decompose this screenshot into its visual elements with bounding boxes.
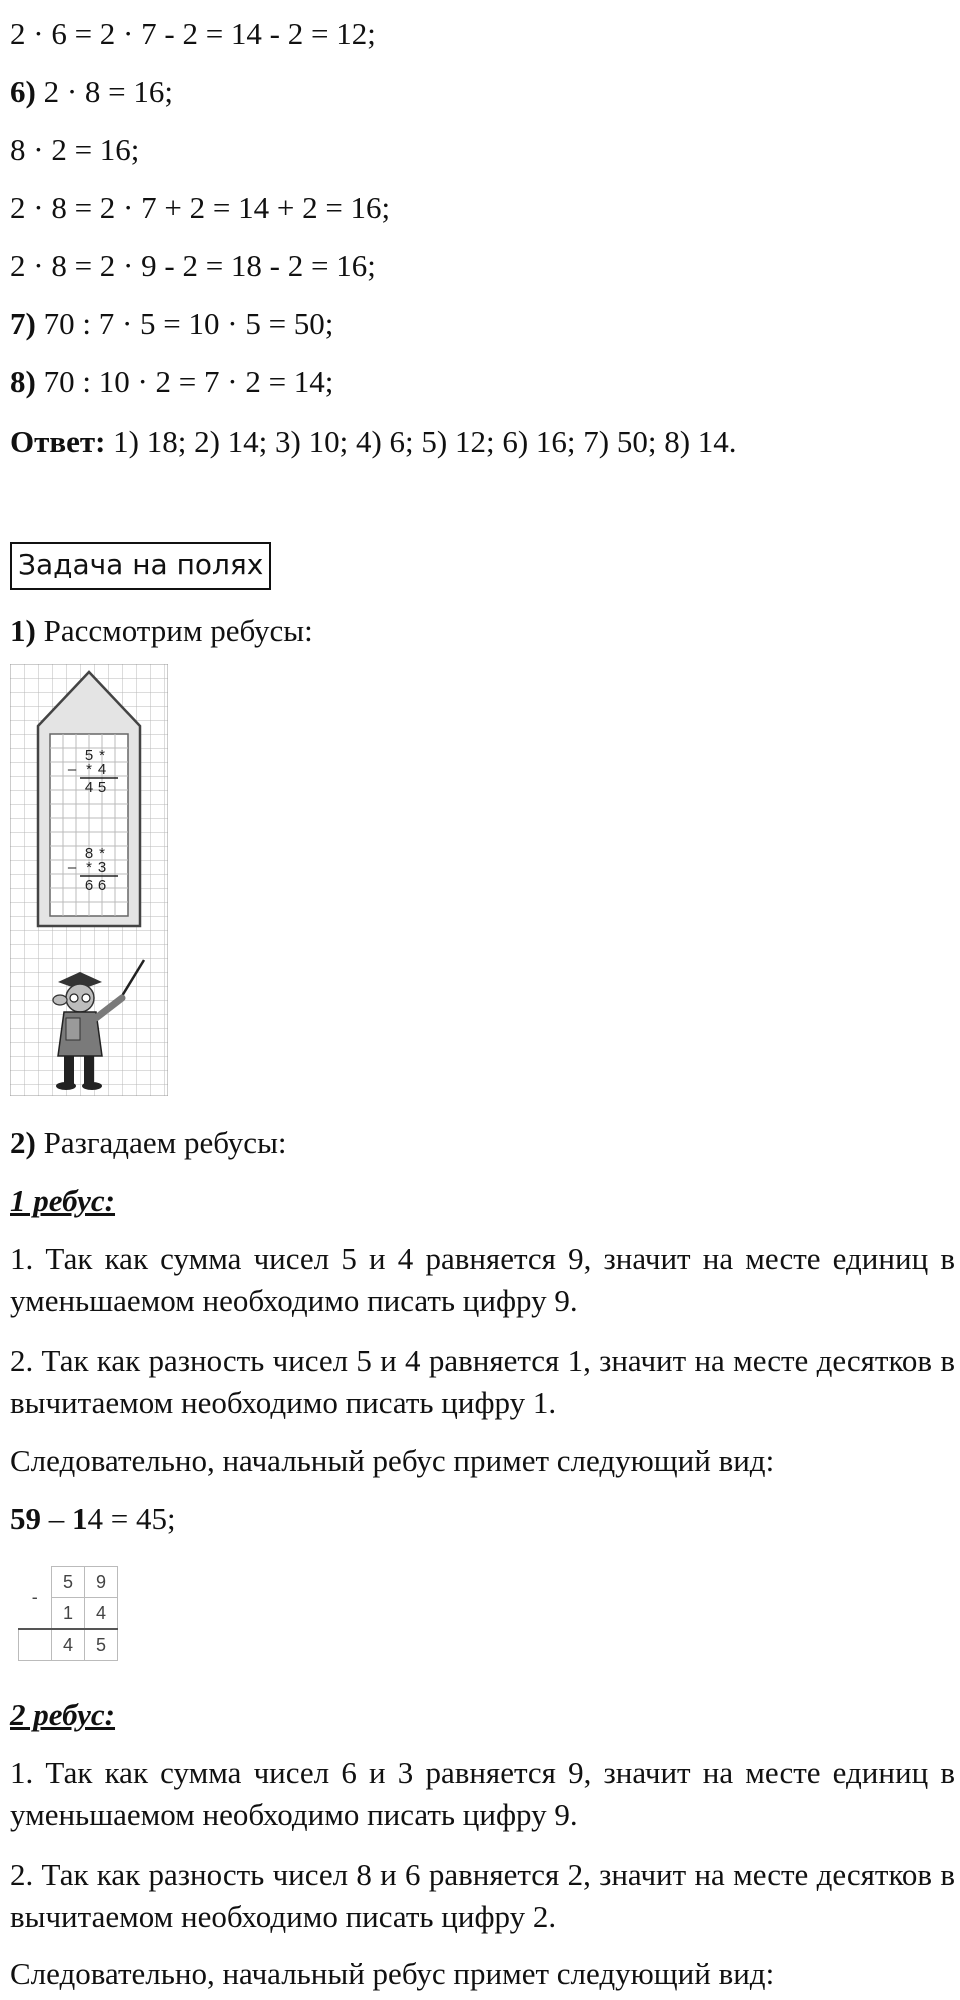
rebus-1-equation (10, 1500, 176, 1538)
step-1-line (10, 612, 313, 650)
equation-bold: 1 (72, 1501, 88, 1536)
equation-text: 4 = 45; (87, 1501, 176, 1536)
rebus-1-paragraph-1: 1. Так как сумма чисел 5 и 4 равняется 9, значит на месте единиц в уменьшаемом необходимо писать цифру 9. (10, 1241, 955, 1318)
rebus-digit: 4 (97, 761, 107, 778)
equation-line (10, 363, 333, 401)
step-2-line (10, 1124, 287, 1162)
answer-label: Ответ: (10, 424, 106, 459)
table-cell: 5 (52, 1567, 85, 1598)
rebus-illustration (10, 664, 168, 1096)
step-number: 2) (10, 1125, 36, 1160)
equation-line: 8 · 2 = 16; (10, 132, 140, 167)
rebus-1-header: 1 ребус: (10, 1183, 116, 1218)
task-box-title: Задача на полях (10, 542, 271, 590)
step-number: 1) (10, 613, 36, 648)
rebus-digit: 5 (97, 779, 107, 796)
rebus-digit: * (86, 859, 92, 876)
table-cell: 4 (52, 1629, 85, 1661)
rebus-2-header: 2 ребус: (10, 1697, 116, 1732)
equation-line: 2 · 8 = 2 · 7 + 2 = 14 + 2 = 16; (10, 190, 391, 225)
rebus-digit: * (99, 747, 105, 764)
equation-line: 2 · 8 = 2 · 9 - 2 = 18 - 2 = 16; (10, 248, 376, 283)
equation-line (10, 73, 173, 111)
rebus-digit: 6 (84, 877, 94, 894)
rebus-1-paragraph-2: 2. Так как разность чисел 5 и 4 равняется 1, значит на месте десятков в вычитаемом необходимо писать цифру 1. (10, 1343, 955, 1420)
minus-sign: - (31, 1586, 38, 1607)
item-number: 7) (10, 306, 36, 341)
rebus-2-paragraph-2: 2. Так как разность чисел 8 и 6 равняется 2, значит на месте десятков в вычитаемом необходимо писать цифру 2. (10, 1857, 955, 1934)
item-number: 6) (10, 74, 36, 109)
table-cell: 5 (85, 1629, 118, 1661)
step-text: Разгадаем ребусы: (35, 1125, 287, 1160)
rebus-digit: 3 (97, 859, 107, 876)
minus-sign: – (67, 761, 77, 778)
rebus-2-conclusion: Следовательно, начальный ребус примет следующий вид: (10, 1956, 775, 1991)
equation-bold: 59 (10, 1501, 41, 1536)
rebus-1-conclusion: Следовательно, начальный ребус примет следующий вид: (10, 1443, 775, 1478)
table-cell: 9 (85, 1567, 118, 1598)
equation-text: – (41, 1501, 72, 1536)
item-number: 8) (10, 364, 36, 399)
answer-line (10, 423, 737, 461)
rebus-2-paragraph-1: 1. Так как сумма чисел 6 и 3 равняется 9, значит на месте единиц в уменьшаемом необходимо писать цифру 9. (10, 1755, 955, 1832)
rebus-digit: 8 (84, 845, 94, 862)
equation-text: 70 : 7 · 5 = 10 · 5 = 50; (35, 306, 334, 341)
minus-sign: – (67, 859, 77, 876)
equation-line: 2 · 6 = 2 · 7 - 2 = 14 - 2 = 12; (10, 16, 376, 51)
rebus-digit: 5 (84, 747, 94, 764)
rebus-1-solution-table (18, 1566, 118, 1661)
rebus-digit: * (99, 845, 105, 862)
equation-text: 70 : 10 · 2 = 7 · 2 = 14; (35, 364, 334, 399)
rebus-digit: 6 (97, 877, 107, 894)
table-cell: 1 (52, 1598, 85, 1630)
equation-text: 2 · 8 = 16; (35, 74, 173, 109)
rebus-digit: 4 (84, 779, 94, 796)
rebus-digit: * (86, 761, 92, 778)
answer-text: 1) 18; 2) 14; 3) 10; 4) 6; 5) 12; 6) 16; 7) 50; 8) 14. (105, 424, 737, 459)
table-cell: 4 (85, 1598, 118, 1630)
equation-line (10, 305, 333, 343)
step-text: Рассмотрим ребусы: (35, 613, 313, 648)
